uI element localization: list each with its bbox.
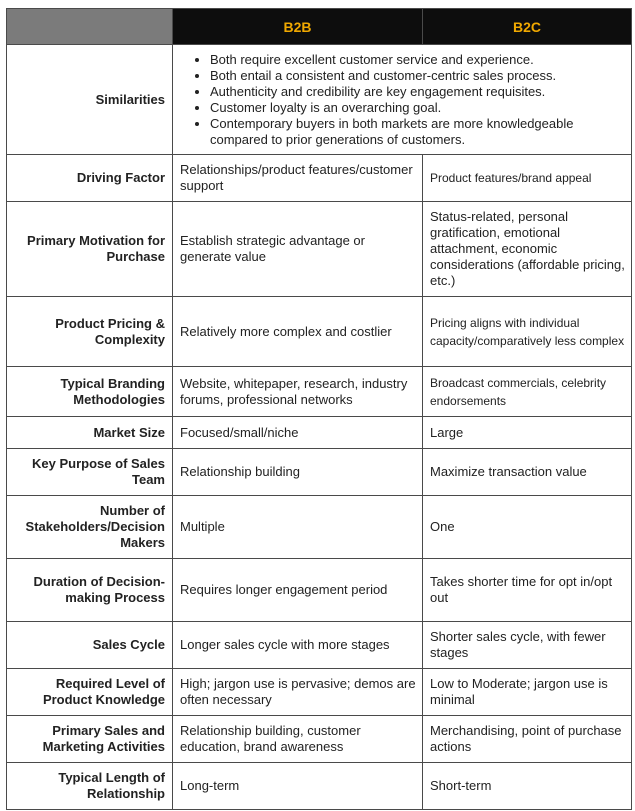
b2b-cell: Website, whitepaper, research, industry forums, professional networks [173,367,423,417]
b2c-cell: One [423,496,632,559]
b2b-cell: Relatively more complex and costlier [173,297,423,367]
header-b2c: B2C [423,9,632,45]
row-label: Primary Motivation for Purchase [7,202,173,297]
header-row [7,9,632,45]
b2b-cell: Longer sales cycle with more stages [173,622,423,669]
row-label: Product Pricing & Complexity [7,297,173,367]
b2b-b2c-comparison-table [6,8,632,810]
similarity-item: • Contemporary buyers in both markets are more knowledgeable compared to prior generations of customers. [210,116,626,148]
row-label: Primary Sales and Marketing Activities [7,716,173,763]
b2c-cell: Product features/brand appeal [423,155,632,202]
row-label: Key Purpose of Sales Team [7,449,173,496]
b2b-cell: Relationship building, customer education, brand awareness [173,716,423,763]
comparison-table-wrapper [6,8,632,810]
row-sales-marketing-activities [7,716,632,763]
row-similarities [7,45,632,155]
row-product-pricing [7,297,632,367]
row-sales-team-purpose [7,449,632,496]
b2c-cell: Status-related, personal gratification, emotional attachment, economic considerations (affordable pricing, etc.) [423,202,632,297]
row-label: Sales Cycle [7,622,173,669]
b2c-cell: Pricing aligns with individual capacity/comparatively less complex [423,297,632,367]
b2b-cell: Relationships/product features/customer support [173,155,423,202]
similarities-cell [173,45,632,155]
row-sales-cycle [7,622,632,669]
row-label: Required Level of Product Knowledge [7,669,173,716]
similarity-item: • Customer loyalty is an overarching goal. [210,100,626,116]
b2c-cell: Large [423,417,632,449]
b2b-cell: Relationship building [173,449,423,496]
b2b-cell: Establish strategic advantage or generate value [173,202,423,297]
similarities-list [180,52,626,148]
row-driving-factor [7,155,632,202]
row-product-knowledge [7,669,632,716]
row-label: Market Size [7,417,173,449]
b2b-cell: Focused/small/niche [173,417,423,449]
row-label: Typical Branding Methodologies [7,367,173,417]
row-label: Number of Stakeholders/Decision Makers [7,496,173,559]
b2b-cell: Long-term [173,763,423,810]
similarity-item: • Both entail a consistent and customer-centric sales process. [210,68,626,84]
row-label: Duration of Decision-making Process [7,559,173,622]
row-market-size [7,417,632,449]
similarity-item: • Both require excellent customer service and experience. [210,52,626,68]
b2c-cell: Broadcast commercials, celebrity endorsements [423,367,632,417]
row-decision-duration [7,559,632,622]
b2b-cell: Multiple [173,496,423,559]
row-primary-motivation [7,202,632,297]
b2c-cell: Maximize transaction value [423,449,632,496]
header-corner-cell [7,9,173,45]
b2c-cell: Low to Moderate; jargon use is minimal [423,669,632,716]
header-b2b: B2B [173,9,423,45]
similarity-item: • Authenticity and credibility are key engagement requisites. [210,84,626,100]
row-label: Driving Factor [7,155,173,202]
row-stakeholders [7,496,632,559]
row-relationship-length [7,763,632,810]
b2c-cell: Short-term [423,763,632,810]
b2b-cell: Requires longer engagement period [173,559,423,622]
b2c-cell: Takes shorter time for opt in/opt out [423,559,632,622]
b2c-cell: Merchandising, point of purchase actions [423,716,632,763]
b2c-cell: Shorter sales cycle, with fewer stages [423,622,632,669]
row-branding-methodologies [7,367,632,417]
row-label: Similarities [7,45,173,155]
row-label: Typical Length of Relationship [7,763,173,810]
b2b-cell: High; jargon use is pervasive; demos are often necessary [173,669,423,716]
